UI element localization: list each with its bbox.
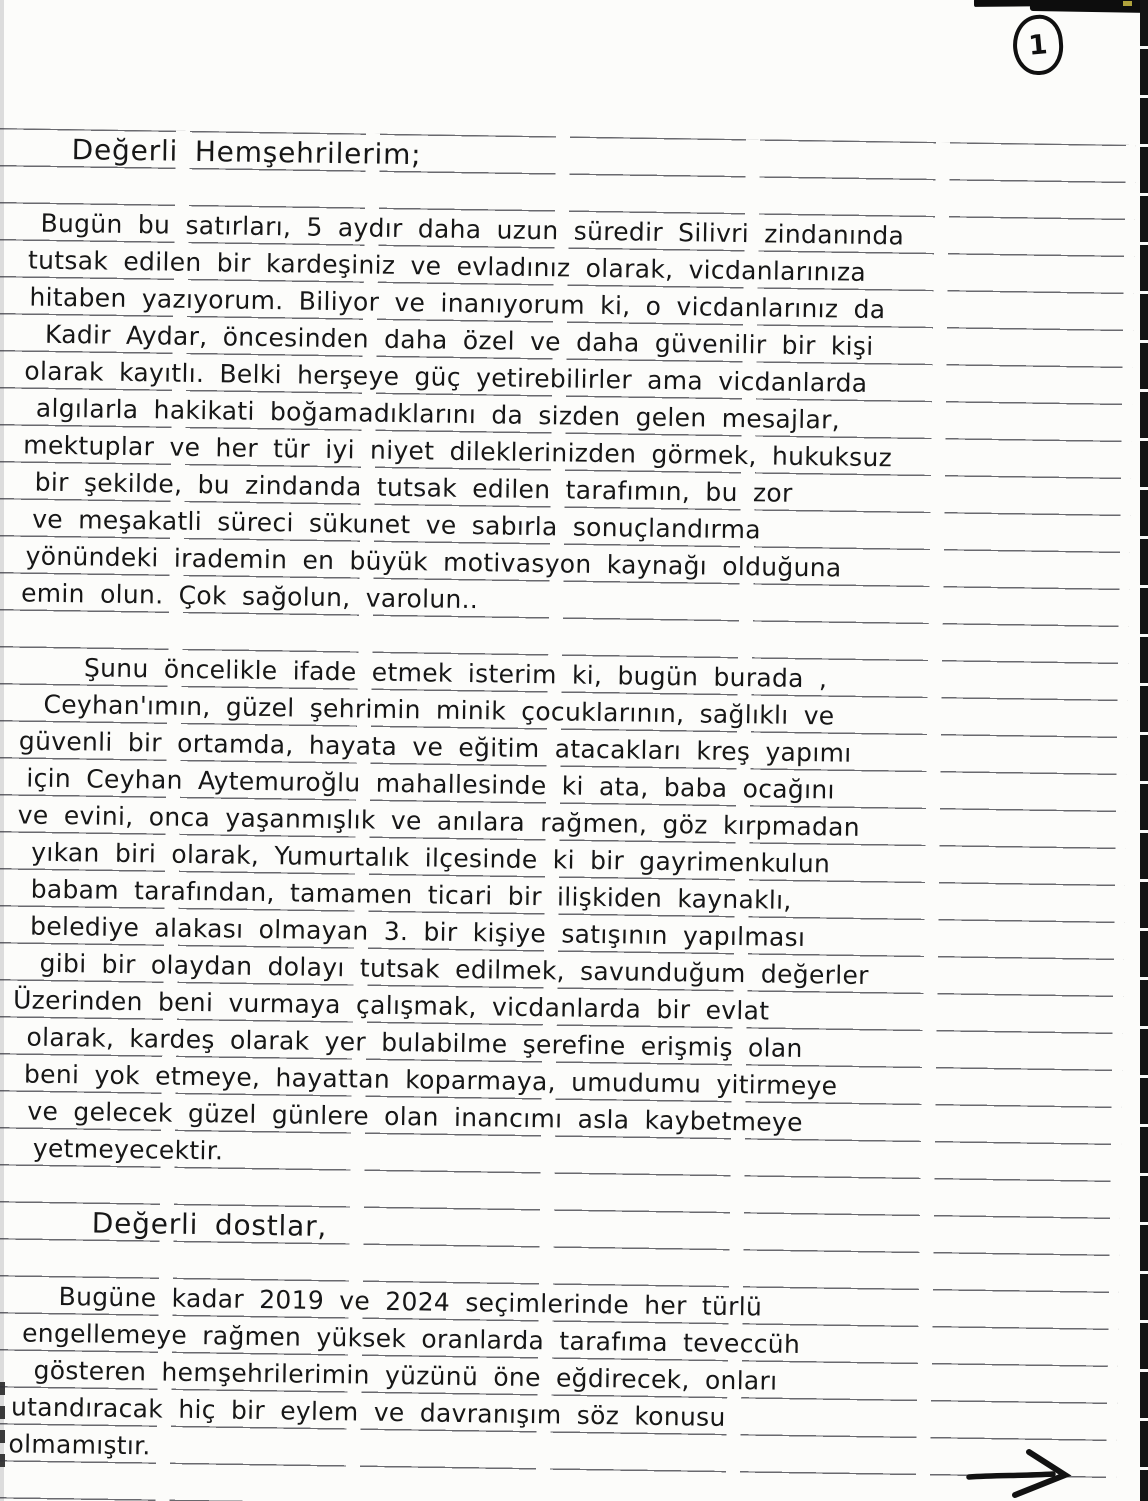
handwritten-line: yetmeyecektir. <box>32 1133 224 1166</box>
handwritten-line: engellemeye rağmen yüksek oranlarda tarafıma teveccüh <box>21 1318 801 1360</box>
handwritten-line: Üzerinden beni vurmaya çalışmak, vicdanlarda bir evlat <box>12 985 770 1026</box>
handwritten-line: yönündeki irademin en büyük motivasyon kaynağı olduğuna <box>25 541 842 583</box>
handwritten-line: Kadir Aydar, öncesinden daha özel ve daha güvenilir bir kişi <box>44 319 874 361</box>
handwritten-line: hitaben yazıyorum. Biliyor ve inanıyorum ki, o vicdanlarınız da <box>29 282 886 325</box>
handwritten-line: için Ceyhan Aytemuroğlu mahallesinde ki ata, baba ocağını <box>26 763 835 805</box>
page-number: 1 <box>1027 28 1049 62</box>
scan-artifact-speck <box>1123 1 1132 6</box>
handwritten-line: algılarla hakikati boğamadıklarını da sizden gelen mesajlar, <box>35 393 841 435</box>
handwritten-line: Şunu öncelikle ifade etmek isterim ki, bugün burada , <box>83 653 828 694</box>
handwritten-line: Değerli Hemşehrilerim; <box>71 133 422 172</box>
handwritten-line: olmamıştır. <box>8 1429 151 1461</box>
handwritten-line: belediye alakası olmayan 3. bir kişiye satışının yapılması <box>29 911 806 953</box>
handwritten-line: babam tarafından, tamamen ticari bir ilişkiden kaynaklı, <box>30 874 792 915</box>
handwritten-line: mektuplar ve her tür iyi niyet dileklerinizden görmek, hukuksuz <box>23 430 893 473</box>
handwritten-line: gösteren hemşehrilerimin yüzünü öne eğdirecek, onları <box>33 1355 778 1396</box>
handwritten-line: utandıracak hiç bir eylem ve davranışım söz konusu <box>10 1392 726 1432</box>
handwritten-line: Bugüne kadar 2019 ve 2024 seçimlerinde her türlü <box>58 1282 763 1322</box>
letter-lines <box>0 128 1136 1477</box>
handwritten-line: emin olun. Çok sağolun, varolun.. <box>20 578 479 615</box>
handwritten-line: gibi bir olaydan dolayı tutsak edilmek, savunduğum değerler <box>39 948 869 990</box>
handwritten-line: olarak kayıtlı. Belki herşeye güç yetirebilirler ama vicdanlarda <box>24 356 868 398</box>
handwritten-line: beni yok etmeye, hayattan koparmaya, umudumu yitirmeye <box>23 1059 838 1101</box>
handwritten-line: tutsak edilen bir kardeşiniz ve evladınız olarak, vicdanlarınıza <box>27 245 867 287</box>
continuation-arrow-icon <box>963 1446 1083 1500</box>
handwritten-letter <box>0 128 1136 1501</box>
handwritten-line: Bugün bu satırları, 5 aydır daha uzun süredir Silivri zindanında <box>40 208 905 251</box>
handwritten-line: ve gelecek güzel günlere olan inancımı asla kaybetmeye <box>27 1096 803 1138</box>
handwritten-line: yıkan biri olarak, Yumurtalık ilçesinde ki bir gayrimenkulun <box>31 837 831 879</box>
handwritten-line: ve meşakatli süreci sükunet ve sabırla sonuçlandırma <box>31 504 762 545</box>
page-number-badge <box>1010 13 1065 77</box>
handwritten-line: güvenli bir ortamda, hayata ve eğitim atacakları kreş yapımı <box>18 726 852 768</box>
handwritten-line: Ceyhan'ımın, güzel şehrimin minik çocuklarının, sağlıklı ve <box>43 689 835 731</box>
handwritten-line: bir şekilde, bu zindanda tutsak edilen tarafımın, bu zor <box>34 467 793 508</box>
scan-edge-right <box>1140 0 1148 1501</box>
handwritten-line: olarak, kardeş olarak yer bulabilme şerefine erişmiş olan <box>26 1022 803 1064</box>
handwritten-line: Değerli dostlar, <box>91 1206 328 1243</box>
handwritten-line: ve evini, onca yaşanmışlık ve anılara rağmen, göz kırpmadan <box>17 800 861 842</box>
